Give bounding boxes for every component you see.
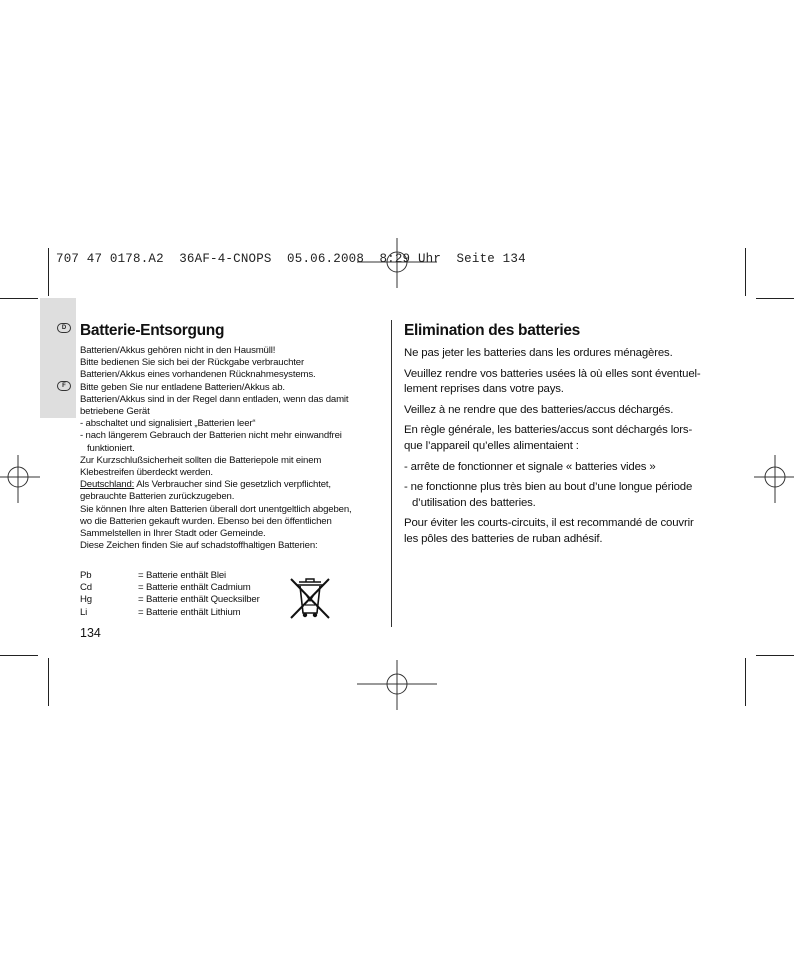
country-text: Als Verbraucher sind Sie gesetzlich verpflichtet,: [134, 479, 331, 491]
german-line: Sie können Ihre alten Batterien überall dort unentgeltlich abgeben,: [80, 503, 352, 515]
german-line: Klebestreifen überdeckt werden.: [80, 467, 213, 479]
symbol-desc: = Batterie enthält Cadmium: [138, 582, 251, 594]
crop-mark-top-left-vertical: [48, 248, 49, 296]
symbol-code: Hg: [80, 594, 92, 606]
german-line: Bitte bedienen Sie sich bei der Rückgabe verbrauchter: [80, 357, 305, 369]
symbol-row: [80, 607, 260, 619]
german-line: Sammelstellen in Ihrer Stadt oder Gemeinde.: [80, 528, 266, 540]
symbol-code: Pb: [80, 570, 92, 581]
german-line: Batterien/Akkus sind in der Regel dann entladen, wenn das damit: [80, 393, 349, 405]
crossed-out-wheelie-bin-icon: [287, 575, 333, 621]
registration-mark-left: [0, 455, 40, 505]
symbol-desc: = Batterie enthält Blei: [138, 570, 227, 581]
german-body: [80, 345, 380, 552]
french-line: lement reprises dans votre pays.: [404, 383, 564, 396]
german-line: funktioniert.: [87, 442, 135, 454]
country-label: Deutschland:: [80, 479, 135, 491]
german-line: Zur Kurzschlußsicherheit sollten die Batteriepole mit einem: [80, 454, 322, 466]
registration-mark-right: [754, 455, 794, 505]
german-line: Bitte geben Sie nur entladene Batterien/Akkus ab.: [80, 381, 285, 393]
german-section-title: Batterie-Entsorgung: [80, 322, 225, 339]
french-line: Pour éviter les courts-circuits, il est recommandé de couvrir: [404, 517, 694, 530]
french-section-title: Elimination des batteries: [404, 322, 580, 339]
symbol-desc: = Batterie enthält Quecksilber: [138, 594, 260, 606]
language-side-tab: [40, 298, 76, 418]
german-line: Batterien/Akkus gehören nicht in den Hausmüll!: [80, 345, 276, 356]
german-line: gebrauchte Batterien zurückzugeben.: [80, 491, 235, 503]
german-line: - nach längerem Gebrauch der Batterien nicht mehr einwandfrei: [80, 430, 342, 442]
print-slug-line: 707 47 0178.A2 36AF-4-CNOPS 05.06.2008 8:29 Uhr Seite 134: [56, 252, 526, 266]
french-line: que l’appareil qu’elles alimentaient :: [404, 439, 579, 452]
german-country-line: [80, 479, 380, 491]
french-bullet: - ne fonctionne plus très bien au bout d’une longue période: [404, 481, 693, 494]
french-paragraph: Veillez à ne rendre que des batteries/accus déchargés.: [404, 403, 674, 416]
symbol-row: [80, 582, 260, 594]
page-number: 134: [80, 626, 101, 640]
crop-mark-top-left-horizontal: [0, 298, 38, 299]
french-line: les pôles des batteries de ruban adhésif.: [404, 532, 603, 545]
german-line: wo die Batterien gekauft wurden. Ebenso bei den öffentlichen: [80, 515, 332, 527]
symbol-desc: = Batterie enthält Lithium: [138, 606, 241, 618]
german-line: - abschaltet und signalisiert „Batterien leer“: [80, 418, 256, 430]
crop-mark-bottom-right-vertical: [745, 658, 746, 706]
crop-mark-top-right-vertical: [745, 248, 746, 296]
crop-mark-bottom-left-horizontal: [0, 655, 38, 656]
crop-mark-bottom-left-vertical: [48, 658, 49, 706]
symbol-row: [80, 594, 260, 606]
german-line: Batterien/Akkus eines vorhandenen Rücknahmesystems.: [80, 369, 316, 381]
registration-mark-bottom: [357, 660, 437, 710]
symbol-code: Li: [80, 606, 88, 618]
chemical-symbol-list: [80, 570, 260, 619]
symbol-code: Cd: [80, 582, 92, 594]
french-bullet: - arrête de fonctionner et signale « batteries vides »: [404, 460, 656, 473]
crop-mark-top-right-horizontal: [756, 298, 794, 299]
german-line: betriebene Gerät: [80, 406, 150, 418]
lang-badge-de: D: [57, 323, 71, 333]
crop-mark-bottom-right-horizontal: [756, 655, 794, 656]
german-line: Diese Zeichen finden Sie auf schadstoffhaltigen Batterien:: [80, 540, 318, 552]
french-bullet-continuation: d’utilisation des batteries.: [412, 496, 536, 509]
french-body: [404, 346, 704, 553]
french-line: Veuillez rendre vos batteries usées là où elles sont éventuel-: [404, 367, 701, 380]
column-divider: [391, 320, 392, 627]
french-line: En règle générale, les batteries/accus sont déchargés lors-: [404, 424, 693, 437]
symbol-row: [80, 570, 260, 582]
french-paragraph: Ne pas jeter les batteries dans les ordures ménagères.: [404, 347, 673, 359]
lang-badge-fr: F: [57, 381, 71, 391]
